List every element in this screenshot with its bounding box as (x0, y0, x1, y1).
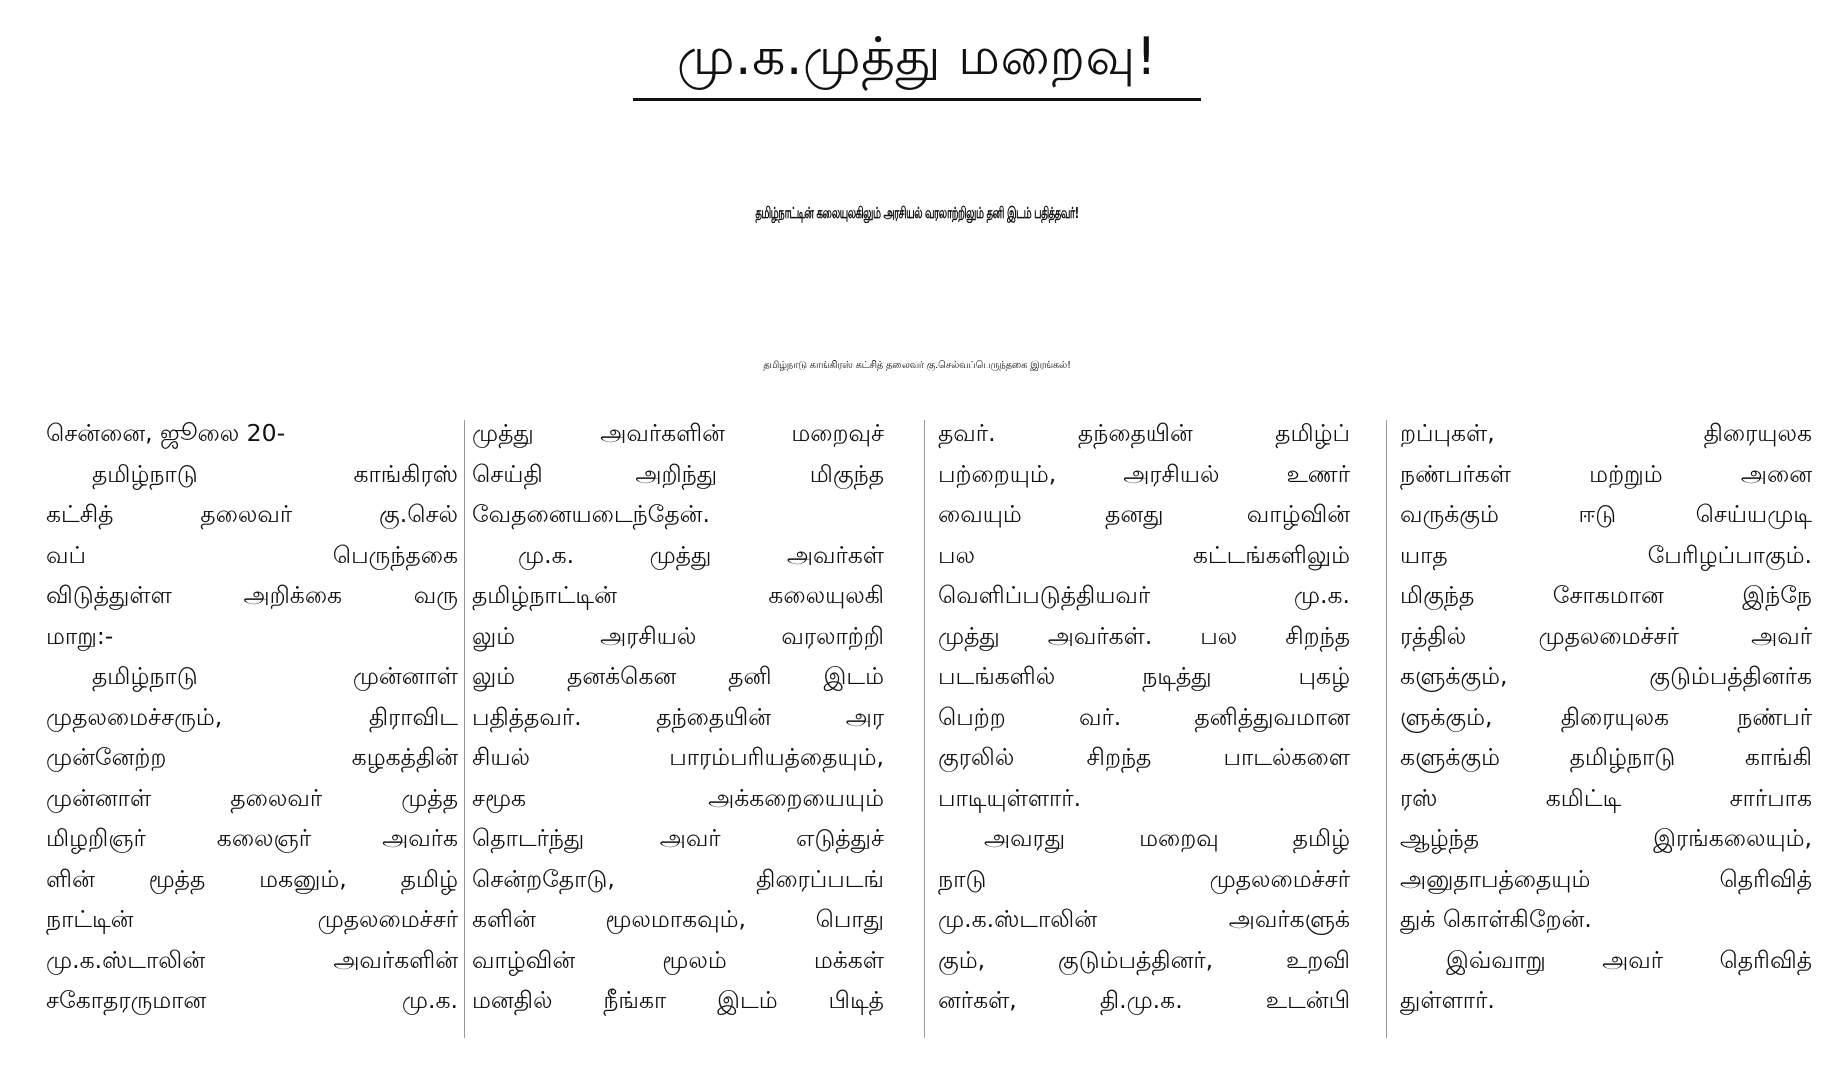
dateline: சென்னை, ஜூலை 20- (46, 419, 286, 447)
article-line: மிழறிஞர் கலைஞர் அவர்க (46, 824, 458, 852)
article-line: ளின் மூத்த மகனும், தமிழ் (46, 864, 458, 893)
article-line: ரத்தில் முதலமைச்சர் அவர் (1400, 621, 1812, 650)
article-column-4 (1400, 413, 1812, 1053)
article-line: தமிழ்நாடு முன்னாள் (92, 662, 458, 690)
article-column-1 (46, 413, 458, 1053)
article-line: படங்களில் நடித்து புகழ் (938, 662, 1350, 690)
article-line: களின் மூலமாகவும், பொது (472, 905, 884, 933)
article-line: கட்சித் தலைவர் கு.செல் (46, 500, 458, 528)
article-line: முத்து அவர்களின் மறைவுச் (472, 419, 884, 447)
article-line: மனதில் நீங்கா இடம் பிடித் (472, 986, 884, 1014)
article-line: களுக்கும் தமிழ்நாடு காங்கி (1400, 743, 1812, 771)
article-line: நண்பர்கள் மற்றும் அனை (1400, 459, 1812, 488)
article-line: நாட்டின் முதலமைச்சர் (46, 905, 458, 933)
article-line: பல கட்டங்களிலும் (938, 540, 1350, 569)
kicker-block (0, 20, 1834, 101)
article-line: முன்னேற்ற கழகத்தின் (46, 743, 458, 771)
article-line: சியல் பாரம்பரியத்தையும், (472, 743, 884, 771)
article-column-2 (472, 413, 884, 1053)
article-line: முத்து அவர்கள். பல சிறந்த (938, 621, 1350, 650)
article-line: ளுக்கும், திரையுலக நண்பர் (1400, 702, 1812, 731)
article-line: சகோதரருமான மு.க. (46, 986, 458, 1014)
article-line: யாத பேரிழப்பாகும். (1400, 540, 1812, 569)
article-line: தமிழ்நாட்டின் கலையுலகி (472, 581, 884, 609)
article-line: வேதனையடைந்தேன். (472, 500, 710, 528)
article-line: வையும் தனது வாழ்வின் (938, 500, 1350, 528)
article-line: பதித்தவர். தந்தையின் அர (472, 702, 884, 731)
article-line: மு.க.ஸ்டாலின் அவர்களுக் (938, 905, 1350, 933)
article-line: முன்னாள் தலைவர் முத்த (46, 783, 458, 812)
article-line: சமூக அக்கறையையும் (472, 783, 884, 812)
article-line: வாழ்வின் மூலம் மக்கள் (472, 945, 884, 974)
article-line: அனுதாபத்தையும் தெரிவித் (1400, 864, 1812, 893)
article-line: இவ்வாறு அவர் தெரிவித் (1446, 945, 1812, 974)
article-line: தொடர்ந்து அவர் எடுத்துச் (472, 824, 884, 852)
article-line: வருக்கும் ஈடு செய்யமுடி (1400, 500, 1812, 528)
article-column-3 (938, 413, 1350, 1053)
article-line: முதலமைச்சரும், திராவிட (46, 702, 458, 731)
article-line: கும், குடும்பத்தினர், உறவி (938, 945, 1350, 974)
article-line: துள்ளார். (1400, 986, 1495, 1014)
article-line: நாடு முதலமைச்சர் (938, 864, 1350, 893)
article-line: னர்கள், தி.மு.க. உடன்பி (938, 986, 1350, 1014)
main-headline: தமிழ்நாட்டின் கலையுலகிலும் அரசியல் வரலாற்றிலும் தனி இடம் பதித்தவர்! (755, 205, 1079, 223)
article-line: வப் பெருந்தகை (46, 540, 458, 569)
article-line: பற்றையும், அரசியல் உணர் (938, 459, 1350, 488)
article-line: சென்றதோடு, திரைப்படங் (472, 864, 884, 893)
article-line: ரஸ் கமிட்டி சார்பாக (1400, 783, 1812, 812)
article-line: ஆழ்ந்த இரங்கலையும், (1400, 824, 1812, 852)
article-line: மு.க.ஸ்டாலின் அவர்களின் (46, 945, 458, 974)
article-line: வெளிப்படுத்தியவர் மு.க. (938, 581, 1350, 609)
article-line: மிகுந்த சோகமான இந்நே (1400, 581, 1812, 609)
article-line: அவரது மறைவு தமிழ் (984, 824, 1350, 852)
article-line: களுக்கும், குடும்பத்தினர்க (1400, 662, 1812, 690)
article-line: லும் தனக்கென தனி இடம் (472, 662, 884, 690)
article-line: குரலில் சிறந்த பாடல்களை (938, 743, 1350, 771)
article-line: பெற்ற வர். தனித்துவமான (938, 702, 1350, 731)
article-line: விடுத்துள்ள அறிக்கை வரு (46, 581, 458, 609)
article-line: றப்புகள், திரையுலக (1400, 419, 1812, 447)
subheadline: தமிழ்நாடு காங்கிரஸ் கட்சித் தலைவர் கு.செல்வப்பெருந்தகை இரங்கல்! (763, 360, 1071, 371)
article-line: தமிழ்நாடு காங்கிரஸ் (92, 459, 458, 488)
kicker-title: மு.க.முத்து மறைவு! (633, 20, 1201, 101)
article-line: பாடியுள்ளார். (938, 783, 1082, 812)
article-body (46, 413, 1826, 1053)
article-line: செய்தி அறிந்து மிகுந்த (472, 459, 884, 488)
article-line: தவர். தந்தையின் தமிழ்ப் (938, 419, 1350, 447)
article-line: லும் அரசியல் வரலாற்றி (472, 621, 884, 650)
article-line: துக் கொள்கிறேன். (1400, 905, 1592, 933)
article-line: மாறு:- (46, 621, 114, 650)
article-line: மு.க. முத்து அவர்கள் (518, 540, 884, 569)
